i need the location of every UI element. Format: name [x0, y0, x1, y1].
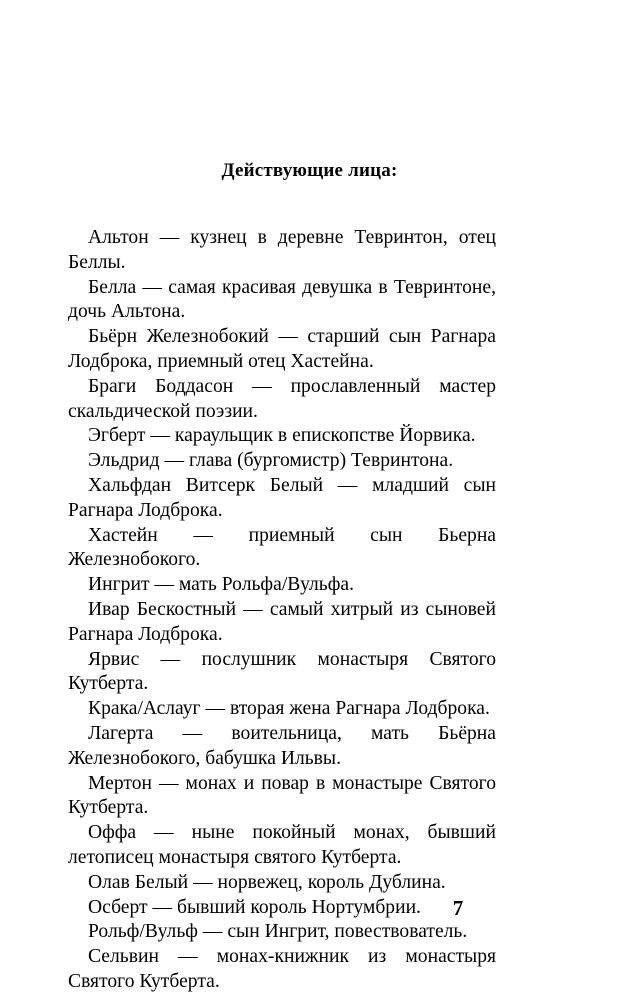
- character-entry: Альтон — кузнец в деревне Тевринтон, отец Беллы.: [68, 227, 496, 273]
- character-entry: Сельвин — монах-книжник из монастыря Святого Кутберта.: [68, 946, 496, 992]
- character-entry: Ингрит — мать Рольфа/Вульфа.: [88, 574, 355, 596]
- character-entry: Хастейн — приемный сын Бьерна Железнобокого.: [68, 524, 496, 571]
- section-heading: Действующие лица:: [221, 160, 398, 181]
- character-entry: Крака/Аслауг — вторая жена Рагнара Лодброка.: [88, 698, 490, 720]
- character-entry: Ивар Бескостный — самый хитрый из сыновей Рагнара Лодброка.: [68, 598, 496, 645]
- character-entry: Лагерта — воительница, мать Бьёрна Железнобокого, бабушка Ильвы.: [68, 722, 496, 769]
- character-entry: Бьёрн Железнобокий — старший сын Рагнара Лодброка, приемный отец Хастейна.: [68, 326, 496, 372]
- character-entry: Олав Белый — норвежец, король Дублина.: [88, 871, 446, 893]
- character-entry: Ярвис — послушник монастыря Святого Кутберта.: [68, 648, 496, 695]
- character-entry: Мертон — монах и повар в монастыре Святого Кутберта.: [68, 772, 496, 819]
- character-list: [68, 226, 496, 995]
- page-number: 7: [452, 896, 464, 920]
- character-entry: Эгберт — караульщик в епископстве Йорвика.: [88, 425, 476, 447]
- character-entry: Белла — самая красивая девушка в Тевринтоне, дочь Альтона.: [68, 276, 496, 323]
- character-entry: Осберт — бывший король Нортумбрии.: [88, 896, 421, 918]
- character-entry: Рольф/Вульф — сын Ингрит, повествователь.: [88, 921, 468, 943]
- character-entry: Эльдрид — глава (бургомистр) Тевринтона.: [88, 450, 454, 472]
- character-entry: Браги Боддасон — прославленный мастер скальдической поэзии.: [68, 375, 496, 422]
- character-entry: Оффа — ныне покойный монах, бывший летописец монастыря святого Кутберта.: [68, 822, 496, 868]
- character-entry: Хальфдан Витсерк Белый — младший сын Рагнара Лодброка.: [68, 474, 496, 521]
